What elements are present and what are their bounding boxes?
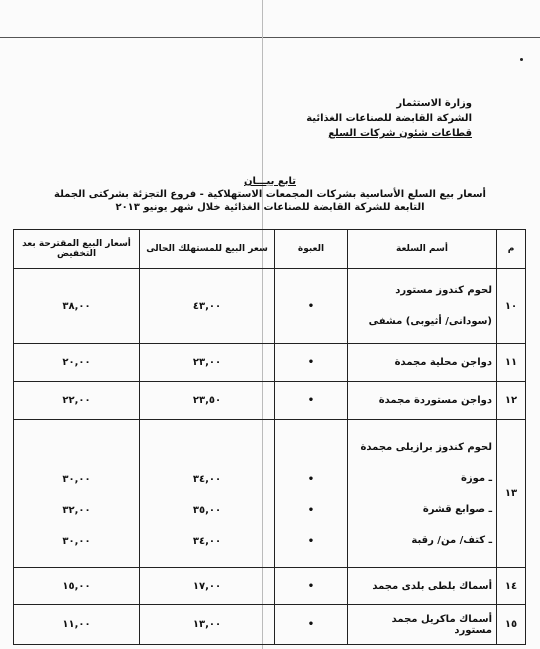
sub-item-package: • <box>307 505 315 516</box>
package-cell: • <box>275 568 348 605</box>
sub-item-package: • <box>307 536 315 547</box>
table-row <box>14 420 526 568</box>
current-price: ١٣,٠٠ <box>140 605 275 645</box>
table-row <box>14 568 526 605</box>
current-price: ١٧,٠٠ <box>140 568 275 605</box>
col-header-number: م <box>497 230 526 269</box>
item-name: دواجن مستوردة مجمدة <box>348 382 497 420</box>
proposed-price: ١٥,٠٠ <box>14 568 140 605</box>
table-row <box>14 344 526 382</box>
document-title <box>0 176 540 213</box>
item-name-main: لحوم كندوز مستورد <box>395 285 492 296</box>
col-header-current-price: سعر البيع للمستهلك الحالى <box>140 230 275 269</box>
sector-name: قطاعات شئون شركات السلع <box>328 128 472 139</box>
table-row <box>14 605 526 645</box>
scan-speck <box>520 58 523 61</box>
item-name <box>348 420 497 568</box>
sub-item-current-price: ٣٤,٠٠ <box>192 536 222 547</box>
row-number: ١١ <box>497 344 526 382</box>
item-name-sub: (سودانى/ أثيوبى) مشفى <box>368 316 492 327</box>
current-price <box>140 420 275 568</box>
row-number: ١٥ <box>497 605 526 645</box>
item-name: أسماك بلطى بلدى مجمد <box>348 568 497 605</box>
package-cell <box>275 420 348 568</box>
row-number: ١٤ <box>497 568 526 605</box>
sub-item-current-price: ٣٥,٠٠ <box>192 505 222 516</box>
col-header-item-name: أسم السلعة <box>348 230 497 269</box>
ministry-name: وزارة الاستثمار <box>396 98 472 109</box>
sub-item-name: ـ كتف/ من/ رقبة <box>411 534 492 546</box>
sub-item-name: ـ موزة <box>460 472 492 484</box>
sub-item-package: • <box>307 474 315 485</box>
item-name <box>348 269 497 344</box>
sub-item-proposed-price: ٣٢,٠٠ <box>62 505 91 516</box>
current-price: ٢٣,٥٠ <box>140 382 275 420</box>
package-cell: • <box>275 605 348 645</box>
current-price: ٢٣,٠٠ <box>140 344 275 382</box>
row-number: ١٢ <box>497 382 526 420</box>
col-header-proposed-price: أسعار البيع المقترحة بعد التخفيض <box>14 230 140 269</box>
item-name: أسماك ماكريل مجمد مستورد <box>348 605 497 645</box>
col-header-package: العبوة <box>275 230 348 269</box>
table-row <box>14 382 526 420</box>
item-name: دواجن محلية مجمدة <box>348 344 497 382</box>
sub-item-current-price: ٣٤,٠٠ <box>192 474 222 485</box>
proposed-price: ٢٠,٠٠ <box>14 344 140 382</box>
proposed-price: ٣٨,٠٠ <box>14 269 140 344</box>
title-line-2: أسعار بيع السلع الأساسية بشركات المجمعات الاستهلاكية - فروع التجزئة بشركتى الجملة <box>54 189 486 200</box>
price-table <box>13 229 526 645</box>
table-header-row <box>14 230 526 269</box>
package-cell: • <box>275 344 348 382</box>
sub-item-name: ـ صوابع قشرة <box>422 503 492 515</box>
table-row <box>14 269 526 344</box>
proposed-price <box>14 420 140 568</box>
proposed-price: ١١,٠٠ <box>14 605 140 645</box>
title-line-1: تابع بيـــان <box>244 176 296 187</box>
package-cell: • <box>275 382 348 420</box>
scan-fold-line <box>0 37 540 38</box>
sub-item-proposed-price: ٣٠,٠٠ <box>62 536 91 547</box>
title-line-3: التابعة للشركة القابضة للصناعات الغذائية خلال شهر يونيو ٢٠١٣ <box>115 202 425 213</box>
holding-company-name: الشركة القابضة للصناعات الغذائية <box>306 113 472 124</box>
row-number: ١٣ <box>497 420 526 568</box>
sub-item-proposed-price: ٣٠,٠٠ <box>62 474 91 485</box>
row-number: ١٠ <box>497 269 526 344</box>
current-price: ٤٣,٠٠ <box>140 269 275 344</box>
letterhead <box>306 96 472 141</box>
package-cell: • <box>275 269 348 344</box>
item-name-main: لحوم كندوز برازيلى مجمدة <box>360 441 492 453</box>
proposed-price: ٢٢,٠٠ <box>14 382 140 420</box>
